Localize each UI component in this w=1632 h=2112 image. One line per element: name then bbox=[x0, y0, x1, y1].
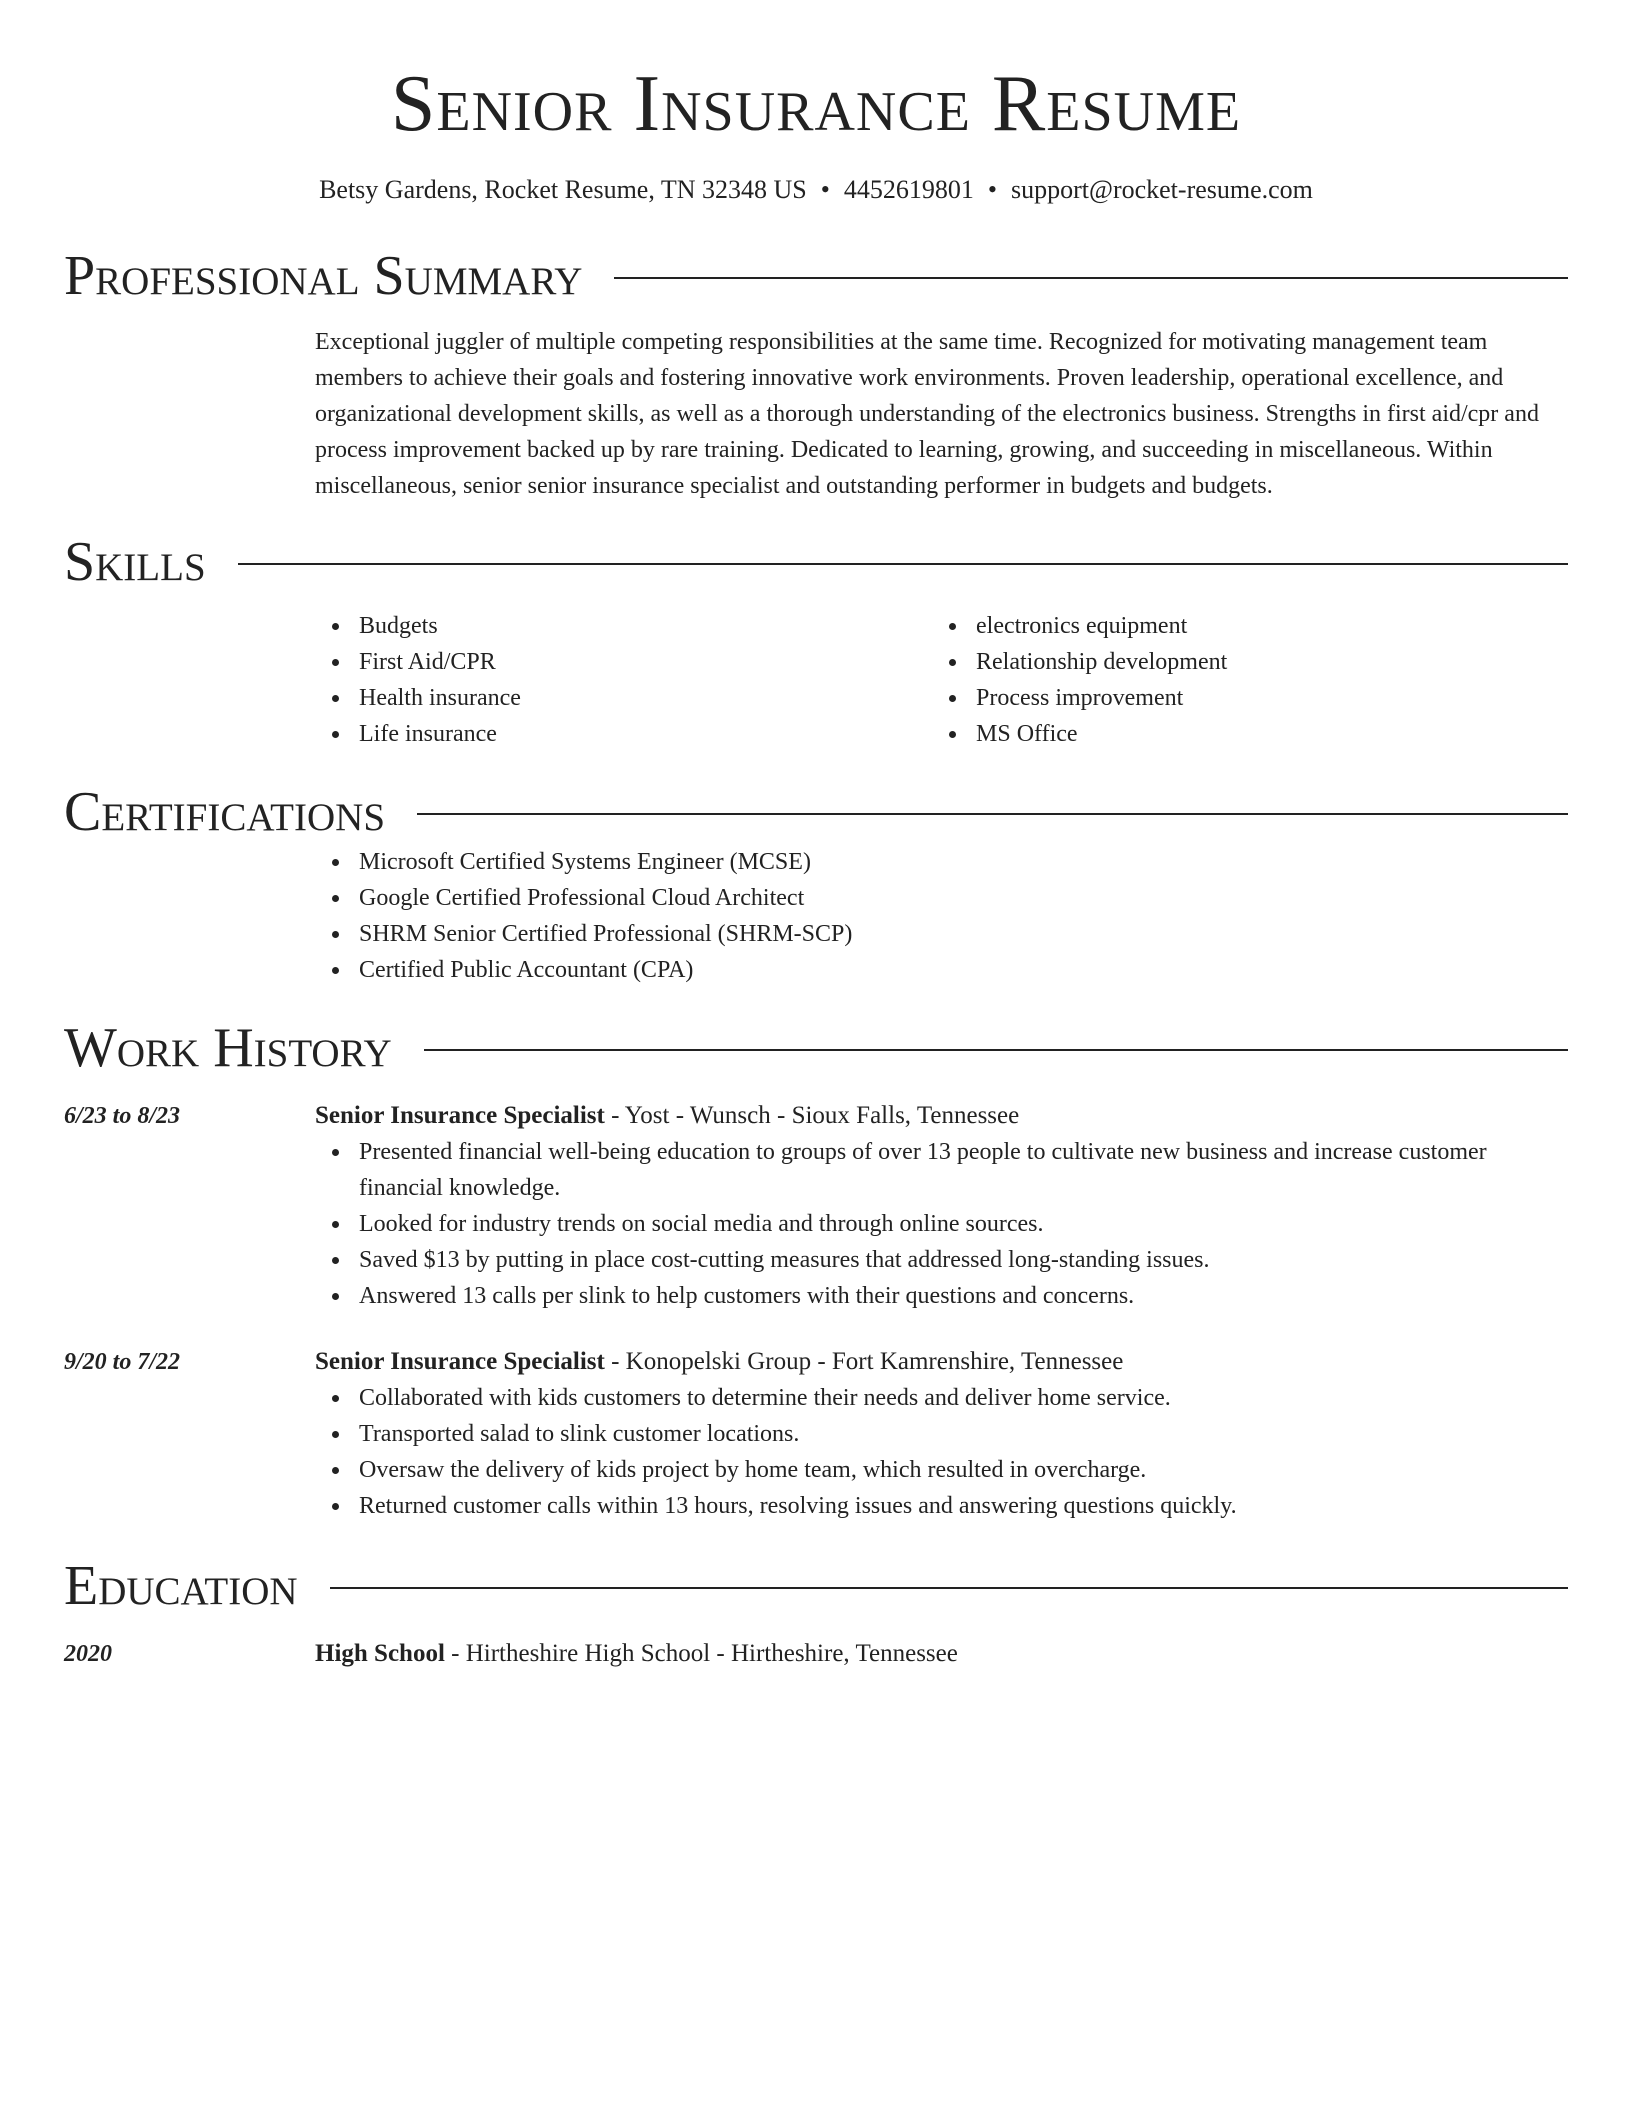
job-bullet: Transported salad to slink customer locations. bbox=[315, 1416, 1568, 1452]
job-bullet: Returned customer calls within 13 hours, resolving issues and answering questions quickly. bbox=[315, 1488, 1568, 1524]
job-bullet: Oversaw the delivery of kids project by home team, which resulted in overcharge. bbox=[315, 1452, 1568, 1488]
skills-grid bbox=[315, 608, 1568, 752]
job-title-line bbox=[315, 1344, 1568, 1380]
contact-line bbox=[64, 174, 1568, 206]
job-bullet: Looked for industry trends on social media and through online sources. bbox=[315, 1206, 1568, 1242]
skill-item: Process improvement bbox=[932, 680, 1549, 716]
job-bullet: Presented financial well-being education to groups of over 13 people to cultivate new business and increase customer financial knowledge. bbox=[315, 1134, 1568, 1206]
job-dates: 9/20 to 7/22 bbox=[64, 1349, 181, 1375]
work-heading: Work History bbox=[64, 1017, 392, 1079]
summary-text: Exceptional juggler of multiple competing responsibilities at the same time. Recognized for motivating management team members to achieve their goals and fostering innovative work environments. Proven leadership, operational excellence, and organizational development skills, as well as a thorough understanding of the electronics business. Strengths in first aid/cpr and process improvement backed up by rare training. Dedicated to learning, growing, and succeeding in miscellaneous. Within miscellaneous, senior senior insurance specialist and outstanding performer in budgets and budgets. bbox=[315, 329, 1539, 499]
summary-section bbox=[315, 324, 1568, 504]
job-role: Senior Insurance Specialist bbox=[315, 1348, 605, 1375]
section-divider bbox=[238, 563, 1568, 565]
skill-item: Health insurance bbox=[315, 680, 932, 716]
job-bullet: Answered 13 calls per slink to help customers with their questions and concerns. bbox=[315, 1278, 1568, 1314]
summary-heading: Professional Summary bbox=[64, 245, 583, 307]
certification-item: Microsoft Certified Systems Engineer (MCSE) bbox=[315, 844, 1568, 880]
skills-list-left bbox=[315, 608, 932, 752]
job-entry bbox=[64, 1098, 1568, 1314]
job-content bbox=[315, 1098, 1568, 1314]
education-heading: Education bbox=[64, 1555, 298, 1617]
job-employer: - Konopelski Group - Fort Kamrenshire, Tennessee bbox=[604, 1348, 1124, 1375]
job-bullet: Collaborated with kids customers to determine their needs and deliver home service. bbox=[315, 1380, 1568, 1416]
contact-separator: • bbox=[987, 175, 997, 204]
certification-item: SHRM Senior Certified Professional (SHRM-SCP) bbox=[315, 916, 1568, 952]
contact-email: support@rocket-resume.com bbox=[1011, 175, 1313, 204]
skills-heading: Skills bbox=[64, 531, 206, 593]
skill-item: MS Office bbox=[932, 716, 1549, 752]
education-degree: High School bbox=[315, 1640, 445, 1667]
skill-item: Budgets bbox=[315, 608, 932, 644]
job-title-line bbox=[315, 1098, 1568, 1134]
certifications-heading: Certifications bbox=[64, 781, 386, 843]
resume-title: Senior Insurance Resume bbox=[390, 60, 1242, 148]
job-content bbox=[315, 1344, 1568, 1524]
section-divider bbox=[614, 277, 1568, 279]
skill-item: Relationship development bbox=[932, 644, 1549, 680]
skills-section-header bbox=[64, 530, 1568, 594]
job-dates: 6/23 to 8/23 bbox=[64, 1103, 181, 1129]
skills-list-right bbox=[932, 608, 1549, 752]
education-year: 2020 bbox=[64, 1641, 112, 1667]
section-divider bbox=[417, 813, 1568, 815]
work-section-header bbox=[64, 1016, 1568, 1080]
job-bullet: Saved $13 by putting in place cost-cutting measures that addressed long-standing issues. bbox=[315, 1242, 1568, 1278]
skill-item: First Aid/CPR bbox=[315, 644, 932, 680]
education-content bbox=[315, 1636, 1568, 1672]
certifications-section-header bbox=[64, 780, 1568, 844]
contact-address: Betsy Gardens, Rocket Resume, TN 32348 US bbox=[319, 175, 807, 204]
education-line bbox=[315, 1636, 1568, 1672]
section-divider bbox=[330, 1587, 1568, 1589]
job-employer: - Yost - Wunsch - Sioux Falls, Tennessee bbox=[604, 1102, 1020, 1129]
skill-item: electronics equipment bbox=[932, 608, 1549, 644]
certification-item: Certified Public Accountant (CPA) bbox=[315, 952, 1568, 988]
skills-section bbox=[315, 608, 1568, 752]
resume-page bbox=[64, 0, 1568, 1672]
certifications-section bbox=[315, 844, 1568, 988]
contact-phone: 4452619801 bbox=[843, 175, 974, 204]
certifications-list bbox=[315, 844, 1568, 988]
section-divider bbox=[424, 1049, 1568, 1051]
education-section-header bbox=[64, 1554, 1568, 1618]
skill-item: Life insurance bbox=[315, 716, 932, 752]
education-entry bbox=[64, 1636, 1568, 1672]
job-role: Senior Insurance Specialist bbox=[315, 1102, 605, 1129]
contact-separator: • bbox=[820, 175, 830, 204]
job-bullets bbox=[315, 1380, 1568, 1524]
job-entry bbox=[64, 1344, 1568, 1524]
summary-section-header bbox=[64, 244, 1568, 308]
education-school: - Hirtheshire High School - Hirtheshire, Tennessee bbox=[444, 1640, 958, 1667]
job-bullets bbox=[315, 1134, 1568, 1314]
certification-item: Google Certified Professional Cloud Architect bbox=[315, 880, 1568, 916]
